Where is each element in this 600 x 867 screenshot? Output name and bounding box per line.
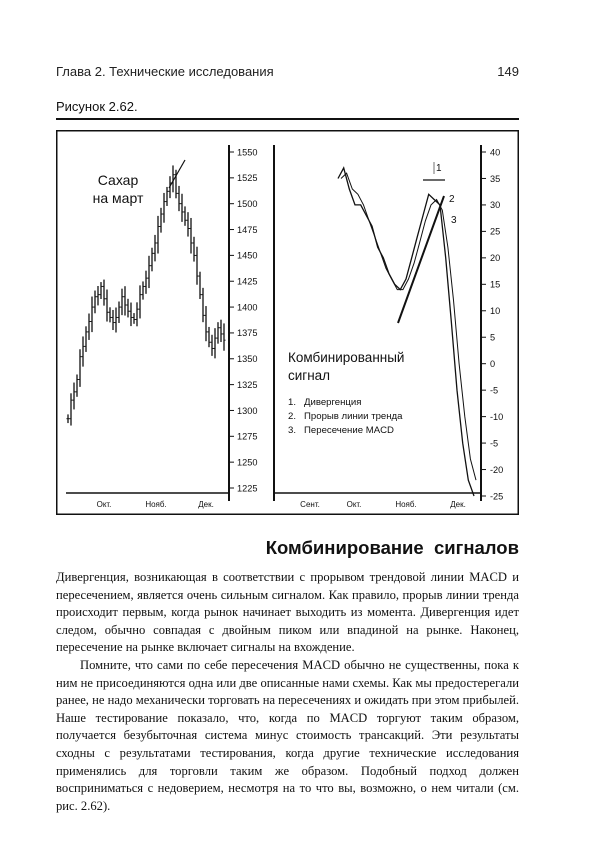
macd-ytick-label: 10 [490, 306, 501, 317]
price-ytick-label: 1300 [237, 405, 258, 416]
macd-ytick-label: 25 [490, 226, 501, 237]
legend-title-line-1: Комбинированный [288, 350, 405, 365]
price-ytick-label: 1375 [237, 328, 258, 339]
price-title-line-2: на март [92, 190, 144, 206]
header-rule [56, 118, 519, 120]
macd-ytick-label: 40 [490, 147, 501, 158]
macd-month-dec: Дек. [450, 500, 466, 509]
price-title-line-1: Сахар [97, 172, 139, 188]
figure-frame [57, 131, 519, 515]
page-number: 149 [497, 64, 519, 79]
price-month-nov: Нояб. [145, 500, 167, 509]
price-ytick-label: 1525 [237, 173, 258, 184]
macd-ytick-label: 20 [490, 253, 501, 264]
price-ytick-label: 1550 [237, 147, 258, 158]
marker-2: 2 [449, 194, 455, 205]
price-chart [66, 145, 257, 509]
running-header: Глава 2. Технические исследования [56, 64, 274, 79]
price-ytick-label: 1275 [237, 431, 258, 442]
macd-ytick-label: 35 [490, 173, 501, 184]
macd-ytick-label: 0 [490, 358, 496, 369]
macd-month-nov: Нояб. [395, 500, 417, 509]
macd-ytick-label: -10 [490, 411, 504, 422]
macd-ytick-label: 5 [490, 332, 496, 343]
marker-3: 3 [451, 215, 457, 226]
paragraph-1: Дивергенция, возникающая в соответствии с прорывом трендовой линии MACD и пересечением, является очень сильным сигналом. Как правило, прорыв линии тренда происходит первым, когда рынок начинает выходить из момента. Дивергенция идет следом, обычно совпадая с двойным пиком или впадиной на рынке. Наконец, пересечение на рынке включает сигналы на вхождение. [56, 570, 519, 655]
macd-ytick-label: 30 [490, 200, 501, 211]
legend-item-macd-crossover: 3. Пересечение MACD [288, 425, 394, 436]
paragraph-2: Помните, что сами по себе пересечения MACD обычно не существенны, пока к ним не присоединяются одна или две описанные нами схемы. Как мы предостерегали ранее, не надо механически торговать на пересечениях и ожидать при этом прибылей. Наше тестирование показало, что, когда по MACD торгуют таким образом, получается безубыточная система минус стоимость трансакций. Эти результаты сходны с результатами тестирования, когда другие технические исследования применялись для торговли таким же образом. Подобный подход должен восприниматься с недоверием, несмотря на то что вы, возможно, о нем читали (см. рис. 2.62). [56, 657, 520, 813]
legend-item-divergence: 1. Дивергенция [288, 397, 362, 408]
macd-chart [274, 145, 503, 509]
macd-month-sep: Сент. [300, 500, 320, 509]
figure-2-62 [56, 130, 519, 515]
price-month-oct: Окт. [96, 500, 112, 509]
price-ytick-label: 1450 [237, 250, 258, 261]
legend-title-line-2: сигнал [288, 368, 331, 383]
macd-ytick-label: -25 [490, 491, 504, 502]
macd-ytick-label: -5 [490, 385, 499, 396]
macd-ytick-label: -5 [490, 438, 499, 449]
figure-label: Рисунок 2.62. [56, 99, 138, 114]
section-title: Комбинирование сигналов [265, 537, 519, 558]
legend-item-trendline-break: 2. Прорыв линии тренда [288, 411, 403, 422]
body-text [56, 569, 519, 815]
macd-trendline [398, 196, 444, 323]
price-ytick-label: 1225 [237, 483, 258, 494]
price-ytick-label: 1400 [237, 302, 258, 313]
price-ytick-label: 1350 [237, 354, 258, 365]
price-trendline [169, 160, 185, 188]
macd-month-oct: Окт. [346, 500, 362, 509]
macd-ytick-label: 15 [490, 279, 501, 290]
price-ytick-label: 1325 [237, 379, 258, 390]
price-ytick-label: 1475 [237, 224, 258, 235]
price-month-dec: Дек. [198, 500, 214, 509]
price-ytick-label: 1425 [237, 276, 258, 287]
price-ytick-label: 1250 [237, 457, 258, 468]
macd-ytick-label: -20 [490, 464, 504, 475]
marker-1: 1 [436, 163, 442, 174]
price-ytick-label: 1500 [237, 198, 258, 209]
